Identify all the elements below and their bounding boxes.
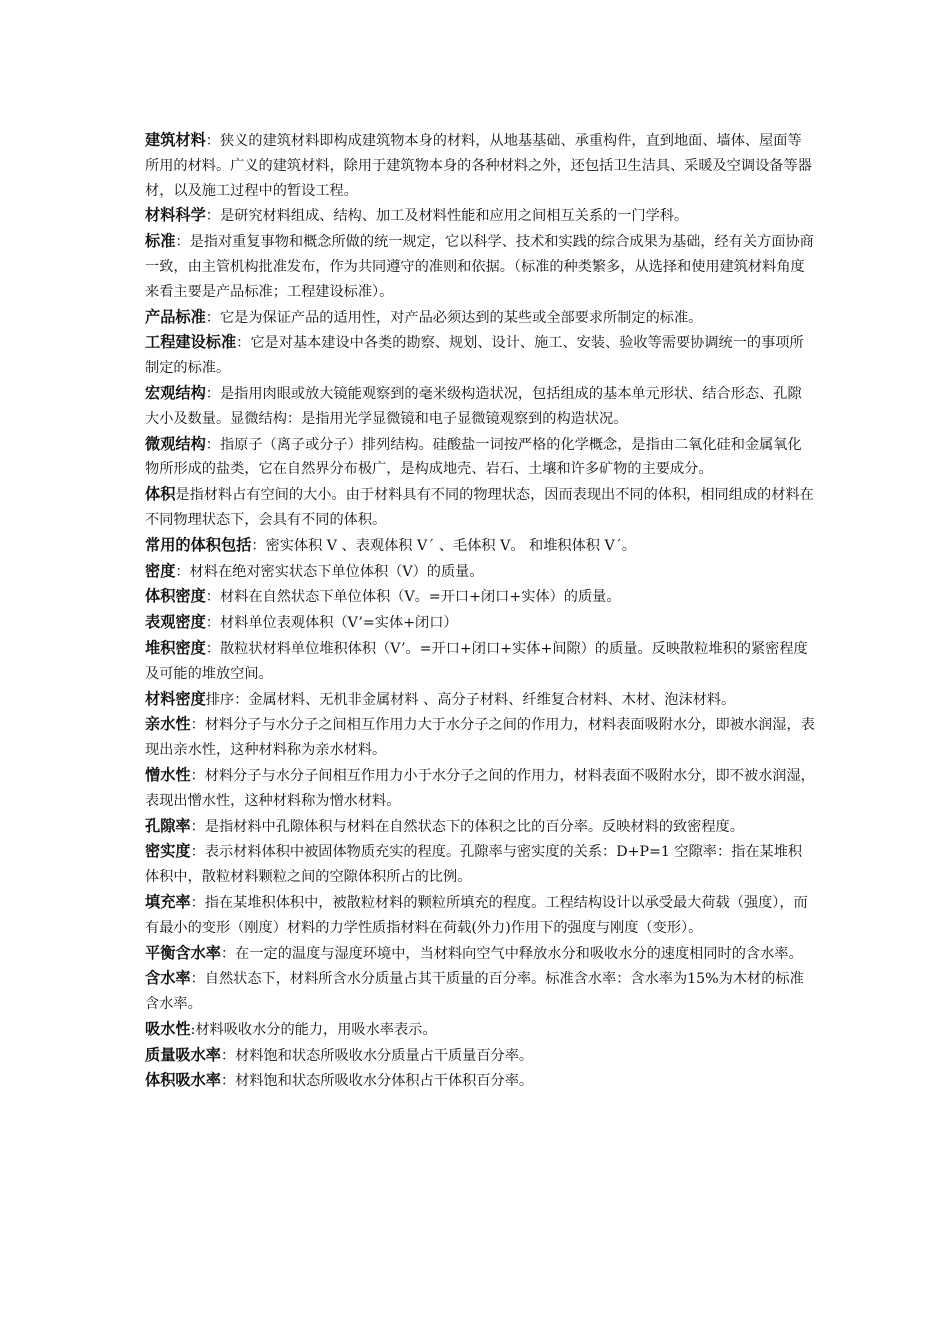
term-definition: ：是指用肉眼或放大镜能观察到的毫米级构造状况，包括组成的基本单元形状、结合形态、孔隙大小及数量。显微结构：是指用光学显微镜和电子显微镜观察到的构造状况。 xyxy=(145,385,802,427)
term-heading: 建筑材料 xyxy=(145,131,206,149)
definition-entry xyxy=(145,941,815,967)
term-definition: ：材料单位表观体积（V’=实体+闭口） xyxy=(205,615,458,632)
definition-entry xyxy=(145,432,815,483)
definition-entry xyxy=(145,712,815,763)
term-heading: 体积吸水率 xyxy=(145,1071,221,1090)
definition-entry xyxy=(145,559,815,585)
term-definition: ：材料在自然状态下单位体积（V。=开口+闭口+实体）的质量。 xyxy=(205,589,621,606)
term-definition: ：指原子（离子或分子）排列结构。硅酸盐一词按严格的化学概念，是指由二氧化硅和金属氧化物所形成的盐类，它在自然界分布极广，是构成地壳、岩石、土壤和许多矿物的主要成分。 xyxy=(145,436,802,478)
term-definition: ：密实体积 V 、表观体积 V´ 、毛体积 V。 和堆积体积 V´。 xyxy=(251,537,636,554)
term-heading: 材料科学 xyxy=(145,206,206,225)
term-heading: 孔隙率 xyxy=(145,816,191,835)
definition-entry xyxy=(145,814,815,840)
term-heading: 材料密度 xyxy=(145,689,206,708)
definition-entry xyxy=(145,1068,815,1094)
term-heading: 标准 xyxy=(145,232,176,251)
term-definition: :材料吸收水分的能力，用吸水率表示。 xyxy=(190,1021,437,1038)
term-heading: 体积 xyxy=(145,485,176,504)
term-heading: 工程建设标准 xyxy=(145,333,237,352)
term-definition: ：材料在绝对密实状态下单位体积（V）的质量。 xyxy=(175,563,484,580)
term-definition: ：材料分子与水分子间相互作用力小于水分子之间的作用力，材料表面不吸附水分，即不被水润湿，表现出憎水性，这种材料称为憎水材料。 xyxy=(145,767,815,809)
term-heading: 产品标准 xyxy=(145,307,206,326)
document-body xyxy=(145,128,815,1094)
definition-entry xyxy=(145,966,815,1017)
definition-entry xyxy=(145,687,815,713)
term-definition: ：自然状态下，材料所含水分质量占其干质量的百分率。标准含水率：含水率为15%为木材的标准含水率。 xyxy=(145,971,804,1013)
term-heading: 平衡含水率 xyxy=(145,943,221,962)
term-heading: 微观结构 xyxy=(145,434,206,453)
definition-entry xyxy=(145,839,815,890)
term-heading: 含水率 xyxy=(145,969,191,988)
term-heading: 表观密度 xyxy=(145,613,206,632)
term-definition: ：它是为保证产品的适用性，对产品必须达到的某些或全部要求所制定的标准。 xyxy=(205,309,703,326)
definition-entry xyxy=(145,636,815,687)
definition-entry xyxy=(145,330,815,381)
term-definition: ：是指材料中孔隙体积与材料在自然状态下的体积之比的百分率。反映材料的致密程度。 xyxy=(190,818,744,835)
term-definition: ：指在某堆积体积中，被散粒材料的颗粒所填充的程度。工程结构设计以承受最大荷载（强度），而有最小的变形（刚度）材料的力学性质指材料在荷载(外力)作用下的强度与刚度（变形）。 xyxy=(145,894,808,936)
definition-entry xyxy=(145,381,815,432)
definition-entry xyxy=(145,890,815,941)
term-heading: 憎水性 xyxy=(145,765,191,784)
term-definition: ：是指对重复事物和概念所做的统一规定，它以科学、技术和实践的综合成果为基础，经有关方面协商一致，由主管机构批准发布，作为共同遵守的准则和依据。（标准的种类繁多，从选择和使用建筑材料角度来看主要是产品标准；工程建设标准）。 xyxy=(145,234,814,300)
definition-entry xyxy=(145,584,815,610)
definition-entry xyxy=(145,203,815,229)
term-definition: ：材料饱和状态所吸收水分体积占干体积百分率。 xyxy=(220,1073,534,1090)
term-definition: ：材料饱和状态所吸收水分质量占干质量百分率。 xyxy=(220,1047,534,1064)
term-definition: ：材料分子与水分子之间相互作用力大于水分子之间的作用力，材料表面吸附水分，即被水润湿，表现出亲水性，这种材料称为亲水材料。 xyxy=(145,717,815,759)
term-definition: ：是研究材料组成、结构、加工及材料性能和应用之间相互关系的一门学科。 xyxy=(205,208,689,225)
term-definition: ：它是对基本建设中各类的勘察、规划、设计、施工、安装、验收等需要协调统一的事项所制定的标准。 xyxy=(145,335,804,377)
definition-entry xyxy=(145,128,815,203)
definition-entry xyxy=(145,763,815,814)
term-heading: 密度 xyxy=(145,561,176,580)
term-heading: 质量吸水率 xyxy=(145,1045,221,1064)
term-definition: ：表示材料体积中被固体物质充实的程度。孔隙率与密实度的关系：D+P=1 空隙率：指在某堆积体积中，散粒材料颗粒之间的空隙体积所占的比例。 xyxy=(145,844,803,886)
term-definition: ：在一定的温度与湿度环境中，当材料向空气中释放水分和吸收水分的速度相同时的含水率。 xyxy=(220,945,803,962)
term-heading: 填充率 xyxy=(145,892,191,911)
definition-entry xyxy=(145,1017,815,1043)
term-heading: 常用的体积包括 xyxy=(145,535,252,554)
term-definition: 排序：金属材料、无机非金属材料 、高分子材料、纤维复合材料、木材、泡沫材料。 xyxy=(205,691,736,708)
term-heading: 宏观结构 xyxy=(145,383,206,402)
definition-entry xyxy=(145,610,815,636)
term-definition: 是指材料占有空间的大小。由于材料具有不同的物理状态，因而表现出不同的体积，相同组成的材料在不同物理状态下，会具有不同的体积。 xyxy=(145,487,814,528)
definition-entry xyxy=(145,482,815,533)
definition-entry xyxy=(145,229,815,304)
term-definition: ：散粒状材料单位堆积体积（V’。=开口+闭口+实体+间隙）的质量。反映散粒堆积的紧密程度及可能的堆放空间。 xyxy=(145,640,808,682)
term-heading: 吸水性 xyxy=(145,1019,191,1038)
term-heading: 堆积密度 xyxy=(145,638,206,657)
term-heading: 体积密度 xyxy=(145,587,206,606)
term-heading: 亲水性 xyxy=(145,715,191,734)
definition-entry xyxy=(145,533,815,559)
definition-entry xyxy=(145,305,815,331)
term-definition: ：狭义的建筑材料即构成建筑物本身的材料，从地基基础、承重构件，直到地面、墙体、屋面等所用的材料。广义的建筑材料，除用于建筑物本身的各种材料之外，还包括卫生洁具、采暖及空调设备等器材，以及施工过程中的暂设工程。 xyxy=(145,133,812,199)
term-heading: 密实度 xyxy=(145,842,191,861)
definition-entry xyxy=(145,1043,815,1069)
